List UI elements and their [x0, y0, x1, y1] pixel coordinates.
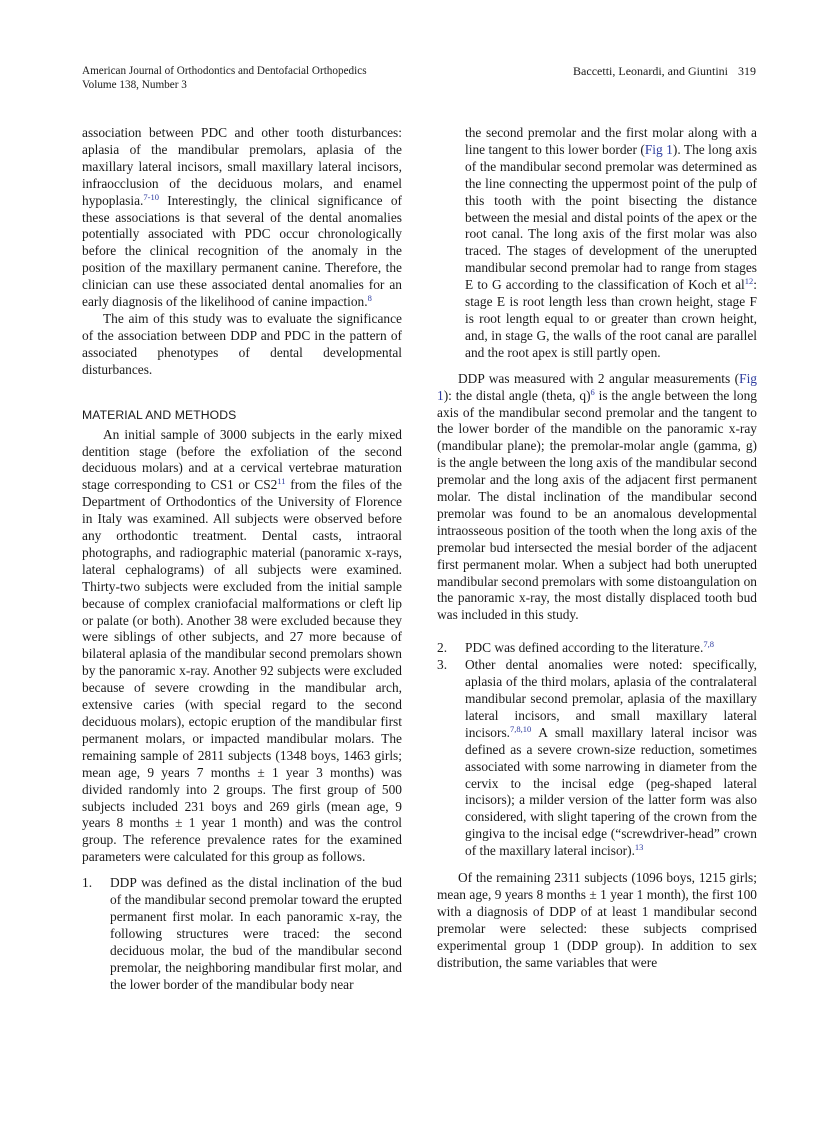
- paragraph-aim: The aim of this study was to evaluate the significance of the association between DDP and PDC in the pattern of associated phenotypes of dental developmental disturbances.: [82, 310, 402, 377]
- left-column: [82, 125, 402, 994]
- citation-link[interactable]: 12: [744, 276, 754, 287]
- list-item-continued: [437, 125, 757, 362]
- list-number: 3.: [437, 657, 448, 673]
- list-text: DDP was defined as the distal inclination of the bud of the mandibular second premolar toward the erupted permanent first molar. In each panoramic x-ray, the following structures were traced: the second deciduous molar, the bud of the mandibular second premolar, the neighboring mandibular first molar, and the lower border of the mandibular body near: [110, 875, 402, 992]
- list-text: A small maxillary lateral incisor was defined as a severe crown-size reduction, sometimes associated with some narrowing in diameter from the cervix to the incisal edge (peg-shaped lateral incisors); a milder version of the latter form was also considered, with slight tapering of the crown from the gingiva to the incisal edge (“screwdriver-head” crown of the maxillary lateral incisor).: [465, 724, 757, 859]
- criteria-list: [82, 875, 402, 993]
- figure-link[interactable]: Fig 1: [644, 141, 673, 157]
- text-run: An initial sample of 3000 subjects in the early mixed dentition stage (before the exfoliation of the second deciduous molars) and at a cervical vertebrae maturation stage corresponding to CS1 or CS2: [82, 426, 402, 493]
- list-text: Other dental anomalies were noted: specifically, aplasia of the third molars, aplasia of the contralateral mandibular second premolar, aplasia of the maxillary lateral incisors, and small maxillary lateral incisors.: [465, 657, 757, 740]
- paragraph-associations: [82, 125, 402, 311]
- criteria-list-continued: [437, 125, 757, 362]
- citation-link[interactable]: 13: [634, 842, 644, 853]
- list-item: [437, 657, 757, 860]
- list-number: 2.: [437, 640, 448, 656]
- list-number: 1.: [82, 875, 93, 891]
- journal-title: American Journal of Orthodontics and Dentofacial Orthopedics: [82, 65, 367, 77]
- paragraph-ddp-measurement: [437, 371, 757, 625]
- list-text: PDC was defined according to the literature.: [465, 640, 704, 656]
- citation-link[interactable]: 8: [367, 293, 372, 304]
- text-run: DDP was measured with 2 angular measurements (: [458, 370, 740, 386]
- citation-link[interactable]: 7,8,10: [510, 723, 532, 734]
- figure-link[interactable]: Fig 1: [437, 370, 757, 403]
- citation-link[interactable]: 6: [590, 386, 595, 397]
- citation-link[interactable]: 11: [277, 476, 286, 487]
- citation-link[interactable]: 7-10: [143, 191, 159, 202]
- paragraph-sample: [82, 427, 402, 867]
- paragraph-experimental-group: Of the remaining 2311 subjects (1096 boys, 1215 girls; mean age, 9 years 8 months ± 1 year 1 month), the first 100 with a diagnosis of DDP of at least 1 mandibular second premolar were selected: these subjects comprised experimental group 1 (DDP group). In addition to sex distribution, the same variables that were: [437, 870, 757, 970]
- text-run: the second premolar and the first molar along with a line tangent to this lower border (: [465, 125, 757, 157]
- citation-link[interactable]: 7,8: [703, 639, 714, 650]
- page-number: 319: [738, 64, 756, 78]
- list-item: [437, 640, 757, 657]
- section-heading-methods: MATERIAL AND METHODS: [82, 407, 237, 422]
- text-run: is the angle between the long axis of the mandibular second premolar and the tangent to the lower border of the mandible on the panoramic x-ray (mandibular plane); the premolar-molar angle (gamma, g) is the angle between the long axis of the mandibular second premolar and the long axis of the adjacent first permanent molar. The distal inclination of the mandibular second premolar was found to be an anomalous developmental intraosseous position of the tooth when the long axis of the premolar bud intersected the mesial border of the adjacent first permanent molar. When a subject had both unerupted mandibular second premolars with some distoangulation on the panoramic x-ray, the most distally displaced tooth bud was included in this study.: [437, 387, 757, 623]
- criteria-list-2: [437, 640, 757, 860]
- author-page: [573, 64, 756, 78]
- journal-volume: Volume 138, Number 3: [82, 79, 187, 91]
- text-run: ). The long axis of the mandibular second premolar was determined as the line connecting the uppermost point of the pulp of this tooth with the point bisecting the distance between the mesial and distal points of the apex or the root canal. The long axis of the first molar was also traced. The stages of development of the unerupted mandibular second premolar had to range from stages E to G according to the classification of Koch et al: [465, 141, 757, 293]
- text-run: : stage E is root length less than crown height, stage F is root length equal to or greater than crown height, and, in stage G, the walls of the root canal are parallel and the root apex is still partly open.: [465, 277, 757, 360]
- right-column: [437, 125, 757, 972]
- journal-info: [82, 64, 367, 92]
- list-item: [82, 875, 402, 993]
- text-run: from the files of the Department of Orthodontics of the University of Florence in Italy was examined. All subjects were observed before any orthodontic treatment. Dental casts, intraoral photographs, and radiographic material (panoramic x-rays, lateral cephalograms) of all subjects were examined. Thirty-two subjects were excluded from the initial sample because of complex craniofacial malformations or cleft lip or palate (or both). Another 38 were excluded because they were siblings of other subjects, and 27 more because of bilateral aplasia of the mandibular second premolars shown by the panoramic x-ray. Another 92 subjects were excluded because of severe crowding in the mandibular arch, extensive caries (with special regard to the second deciduous molars), ectopic eruption of the mandibular first permanent molars, or impacted mandibular molars. The remaining sample of 2811 subjects (1348 boys, 1463 girls; mean age, 9 years 7 months ± 1 year 3 months) was divided randomly into 2 groups. The first group of 500 subjects included 231 boys and 269 girls (mean age, 9 years 8 months ± 1 year 1 month) and was the control group. The reference prevalence rates for the examined parameters were calculated for this group as follows.: [82, 477, 402, 865]
- running-authors: Baccetti, Leonardi, and Giuntini: [573, 64, 728, 78]
- text-run: association between PDC and other tooth disturbances: aplasia of the mandibular premolars, aplasia of the maxillary lateral incisors, small maxillary lateral incisors, infraocclusion of the deciduous molars, and enamel hypoplasia.: [82, 125, 402, 208]
- text-run: ): the distal angle (theta, q): [443, 387, 591, 403]
- text-run: Interestingly, the clinical significance of these associations is that several of the dental anomalies potentially associated with PDC occur chronologically before the clinical recognition of the anomaly in the position of the maxillary permanent canine. Therefore, the clinician can use these associated dental anomalies for an early diagnosis of the likelihood of canine impaction.: [82, 192, 402, 310]
